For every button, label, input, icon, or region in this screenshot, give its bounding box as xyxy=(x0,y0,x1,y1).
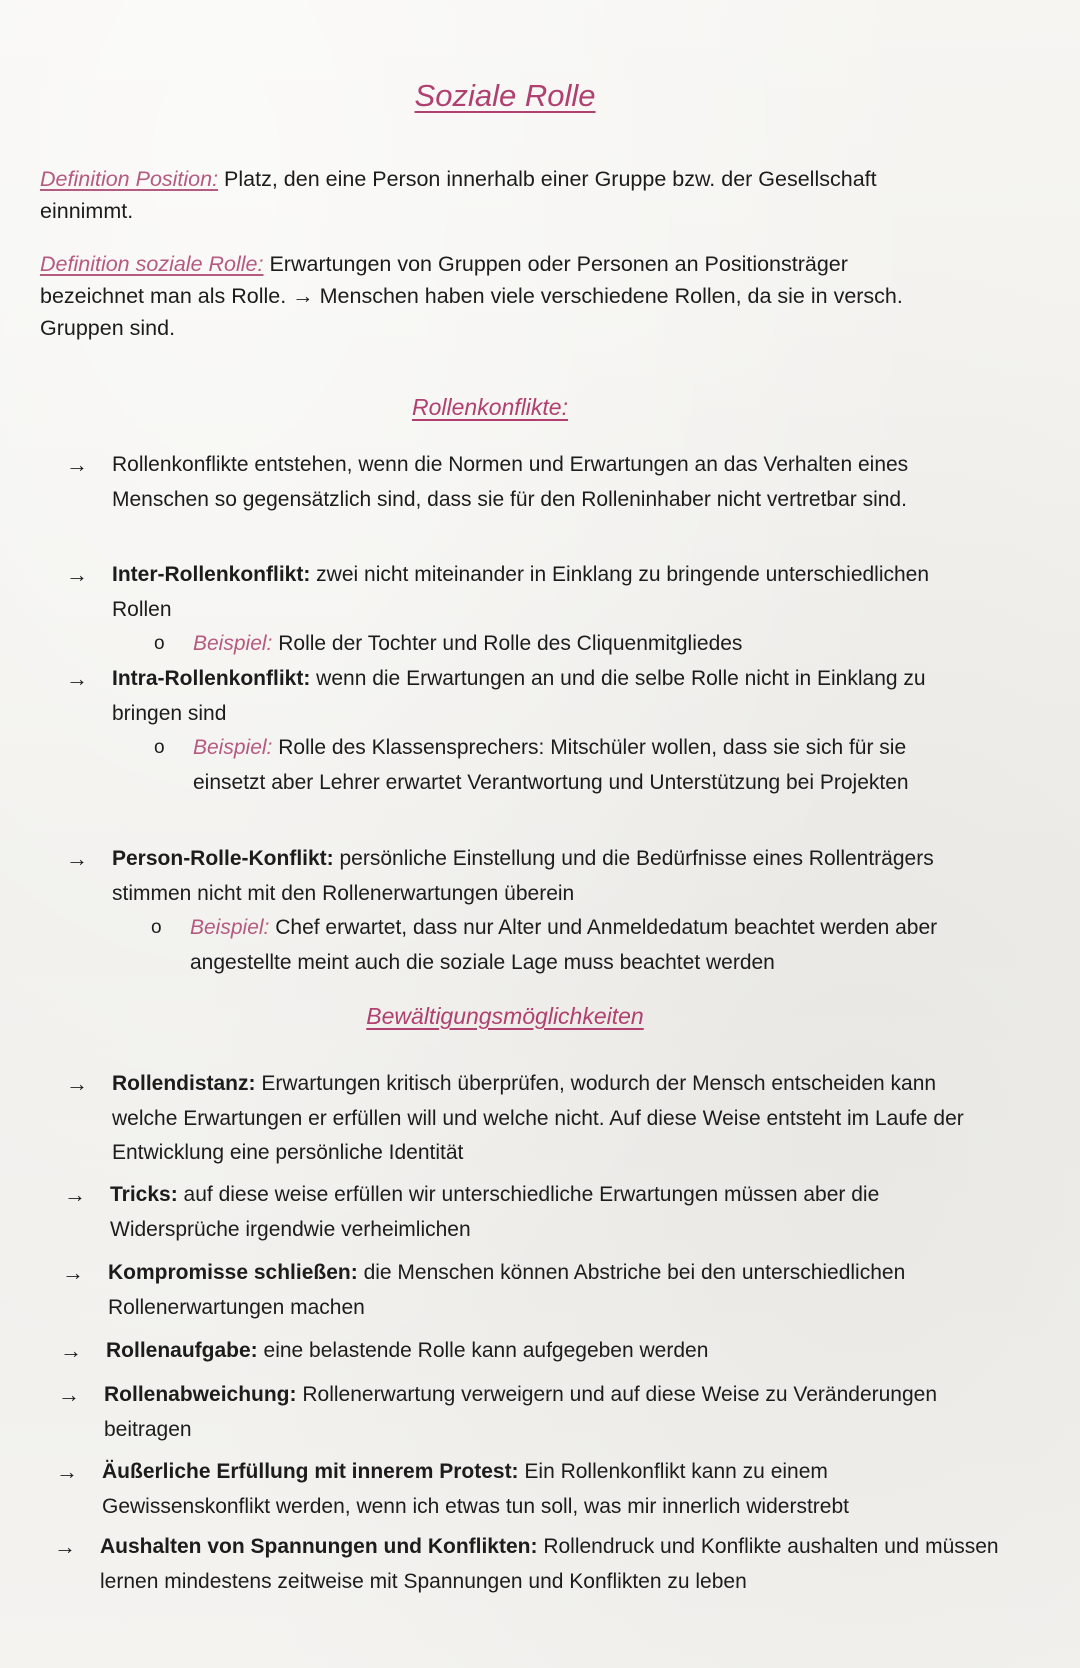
list-item xyxy=(64,1178,964,1247)
arrow-right-icon: → xyxy=(66,562,88,587)
item-term: Kompromisse schließen: xyxy=(108,1261,358,1284)
section-heading-bewaeltigung: Bewältigungsmöglichkeiten xyxy=(366,1003,644,1029)
definition-soziale-rolle xyxy=(40,248,940,344)
item-term: Äußerliche Erfüllung mit innerem Protest: xyxy=(102,1460,519,1483)
arrow-right-icon: → xyxy=(64,1182,86,1207)
bullet-icon: o xyxy=(151,917,162,938)
item-text: Rollenerwartung verweigern und auf diese Weise zu Veränderungen beitragen xyxy=(104,1383,938,1441)
item-term: Intra-Rollenkonflikt: xyxy=(112,667,311,690)
arrow-right-icon: → xyxy=(56,1459,78,1484)
list-item xyxy=(56,1455,996,1524)
list-item xyxy=(66,558,986,627)
item-text: zwei nicht miteinander in Einklang zu bringende unterschiedlichen Rollen xyxy=(112,563,930,621)
item-term: Tricks: xyxy=(110,1183,178,1206)
list-item xyxy=(60,1334,990,1369)
arrow-right-icon: → xyxy=(62,1260,84,1285)
list-item xyxy=(58,1378,998,1447)
item-term: Aushalten von Spannungen und Konflikten: xyxy=(100,1535,538,1558)
definition-label: Definition soziale Rolle: xyxy=(40,252,264,276)
bullet-icon: o xyxy=(154,633,165,654)
section-heading-rollenkonflikte: Rollenkonflikte: xyxy=(412,394,568,420)
item-term: Person-Rolle-Konflikt: xyxy=(112,847,334,870)
definition-text: Platz, den eine Person innerhalb einer Gruppe bzw. der Gesellschaft einnimmt. xyxy=(40,167,877,223)
list-item xyxy=(62,1256,982,1325)
definition-label: Definition Position: xyxy=(40,167,219,191)
example-label: Beispiel: xyxy=(193,736,273,759)
item-text: Ein Rollenkonflikt kann zu einem Gewissenskonflikt werden, wenn ich etwas tun soll, was mir innerlich widerstrebt xyxy=(102,1460,849,1518)
item-text: Rollenkonflikte entstehen, wenn die Normen und Erwartungen an das Verhalten eines Menschen so gegensätzlich sind, dass sie für den Rolleninhaber nicht vertretbar sind. xyxy=(112,453,909,511)
item-text: Erwartungen kritisch überprüfen, wodurch der Mensch entscheiden kann welche Erwartungen er erfüllen will und welche nicht. Auf diese Weise entsteht im Laufe der Entwicklung eine persönliche Identität xyxy=(112,1072,964,1164)
arrow-right-icon: → xyxy=(66,846,88,871)
arrow-right-icon: → xyxy=(66,666,88,691)
definition-position xyxy=(40,163,940,227)
example-text: Chef erwartet, dass nur Alter und Anmeldedatum beachtet werden aber angestellte meint auch die soziale Lage muss beachtet werden xyxy=(190,916,938,974)
item-text: wenn die Erwartungen an und die selbe Rolle nicht in Einklang zu bringen sind xyxy=(112,667,926,725)
page-title: Soziale Rolle xyxy=(414,78,596,113)
example-label: Beispiel: xyxy=(193,632,273,655)
item-term: Rollenaufgabe: xyxy=(106,1339,258,1362)
list-item xyxy=(66,1067,996,1171)
bullet-icon: o xyxy=(154,737,165,758)
arrow-right-icon: → xyxy=(66,1071,88,1096)
arrow-right-icon: → xyxy=(58,1382,80,1407)
list-item xyxy=(54,1530,1004,1599)
example-label: Beispiel: xyxy=(190,916,270,939)
item-term: Inter-Rollenkonflikt: xyxy=(112,563,311,586)
item-text: eine belastende Rolle kann aufgegeben werden xyxy=(257,1339,709,1362)
example-item xyxy=(145,911,975,980)
list-item xyxy=(66,662,986,731)
item-text: auf diese weise erfüllen wir unterschiedliche Erwartungen müssen aber die Widersprüche irgendwie verheimlichen xyxy=(110,1183,880,1241)
list-item xyxy=(66,448,986,517)
item-text: die Menschen können Abstriche bei den unterschiedlichen Rollenerwartungen machen xyxy=(108,1261,906,1319)
item-text: Rollendruck und Konflikte aushalten und müssen lernen mindestens zeitweise mit Spannungen und Konflikten zu leben xyxy=(100,1535,999,1593)
example-text: Rolle der Tochter und Rolle des Cliquenmitgliedes xyxy=(272,632,743,655)
item-term: Rollendistanz: xyxy=(112,1072,256,1095)
arrow-right-icon: → xyxy=(60,1338,82,1363)
item-text: persönliche Einstellung und die Bedürfnisse eines Rollenträgers stimmen nicht mit den Rollenerwartungen überein xyxy=(112,847,934,905)
definition-text: Erwartungen von Gruppen oder Personen an Positionsträger bezeichnet man als Rolle. → Menschen haben viele verschiedene Rollen, da sie in versch. Gruppen sind. xyxy=(40,252,903,340)
arrow-right-icon: → xyxy=(66,452,88,477)
example-item xyxy=(148,627,968,662)
list-item xyxy=(66,842,986,911)
item-term: Rollenabweichung: xyxy=(104,1383,297,1406)
arrow-right-icon: → xyxy=(54,1534,76,1559)
example-item xyxy=(148,731,953,800)
example-text: Rolle des Klassensprechers: Mitschüler wollen, dass sie sich für sie einsetzt aber Lehrer erwartet Verantwortung und Unterstützung bei Projekten xyxy=(193,736,909,794)
